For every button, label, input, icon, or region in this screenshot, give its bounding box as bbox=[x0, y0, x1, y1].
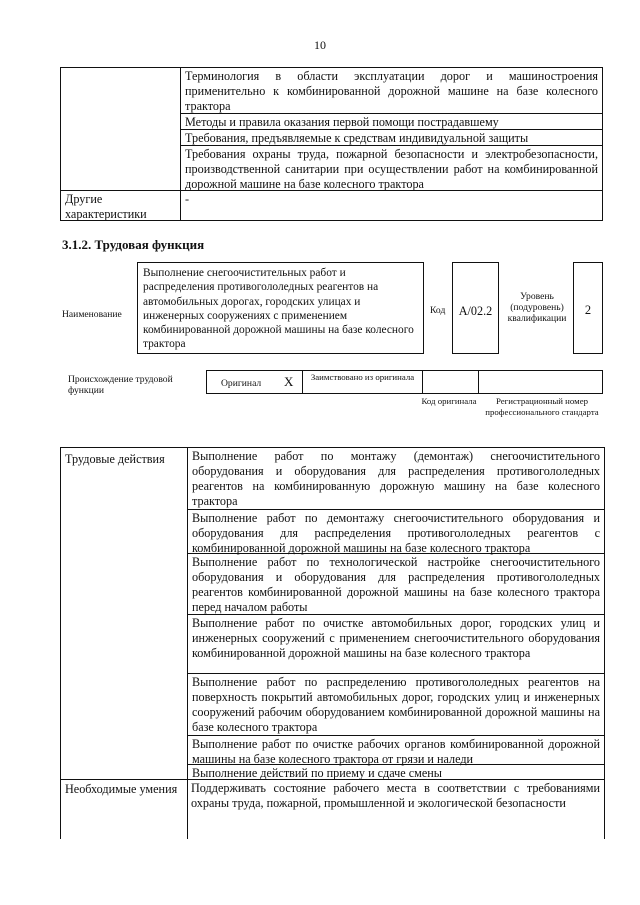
actions-label: Трудовые действия bbox=[60, 447, 188, 780]
original-cell bbox=[206, 370, 303, 394]
other-characteristics-label: Другие характеристики bbox=[60, 190, 181, 221]
original-code-cell bbox=[422, 370, 479, 394]
registration-caption: Регистрационный номер профессионального стандарта bbox=[485, 396, 599, 417]
knowledge-row: Требования, предъявляемые к средствам индивидуальной защиты bbox=[180, 129, 603, 146]
skills-label: Необходимые умения bbox=[60, 779, 188, 839]
action-row: Выполнение работ по очистке автомобильных дорог, городских улиц и инженерных сооружений с применением снегоочистительного оборудования комбинированной дорожной машины на базе колесного трактора bbox=[187, 614, 605, 674]
original-label: Оригинал bbox=[221, 378, 262, 389]
knowledge-row: Терминология в области эксплуатации дорог и машиностроения применительно к комбинированной дорожной машине на базе колесного трактора bbox=[180, 67, 603, 114]
section-heading: 3.1.2. Трудовая функция bbox=[62, 237, 205, 252]
action-row: Выполнение работ по технологической настройке снегоочистительного оборудования и оборудования для распределения противогололедных реагентов комбинированной дорожной машины на базе колесного трактора перед началом работы bbox=[187, 553, 605, 615]
level-value: 2 bbox=[573, 262, 603, 354]
function-name: Выполнение снегоочистительных работ и распределения противогололедных реагентов на автомобильных дорогах, городских улицах и инженерных сооружениях с применением комбинированной дорожной машины на базе колесного трактора bbox=[137, 262, 424, 354]
borrowed-cell: Заимствовано из оригинала bbox=[302, 370, 423, 394]
code-label: Код bbox=[430, 305, 446, 316]
original-mark: X bbox=[284, 374, 294, 389]
knowledge-row: Требования охраны труда, пожарной безопасности и электробезопасности, производственной санитарии при осуществлении работ на комбинированной дорожной машине на базе колесного трактора bbox=[180, 145, 603, 191]
registration-number-cell bbox=[478, 370, 603, 394]
other-characteristics-value: - bbox=[180, 190, 603, 221]
origin-label: Происхождение трудовой функции bbox=[68, 374, 173, 396]
action-row: Выполнение работ по очистке рабочих органов комбинированной дорожной машины на базе колесного трактора от грязи и наледи bbox=[187, 735, 605, 765]
code-value: A/02.2 bbox=[452, 262, 499, 354]
knowledge-label-cell bbox=[60, 67, 181, 191]
skill-row: Поддерживать состояние рабочего места в соответствии с требованиями охраны труда, пожарной, промышленной и экологической безопасности bbox=[187, 779, 605, 839]
action-row: Выполнение работ по распределению противогололедных реагентов на поверхность покрытий автомобильных дорог, городских улиц и инженерных сооружений рабочим оборудованием комбинированной дорожной машины на базе колесного трактора bbox=[187, 673, 605, 736]
code-caption: Код оригинала bbox=[421, 396, 477, 406]
name-label: Наименование bbox=[62, 309, 122, 320]
action-row: Выполнение действий по приему и сдаче смены bbox=[187, 764, 605, 780]
level-label: Уровень (подуровень) квалификации bbox=[507, 291, 567, 324]
page-number: 10 bbox=[314, 38, 326, 52]
knowledge-row: Методы и правила оказания первой помощи пострадавшему bbox=[180, 113, 603, 130]
action-row: Выполнение работ по демонтажу снегоочистительного оборудования и оборудования для распределения противогололедных реагентов с комбинированной дорожной машины на базе колесного трактора bbox=[187, 509, 605, 554]
action-row: Выполнение работ по монтажу (демонтаж) снегоочистительного оборудования и оборудования для распределения противогололедных реагентов на комбинированную дорожную машину на базе колесного трактора bbox=[187, 447, 605, 510]
